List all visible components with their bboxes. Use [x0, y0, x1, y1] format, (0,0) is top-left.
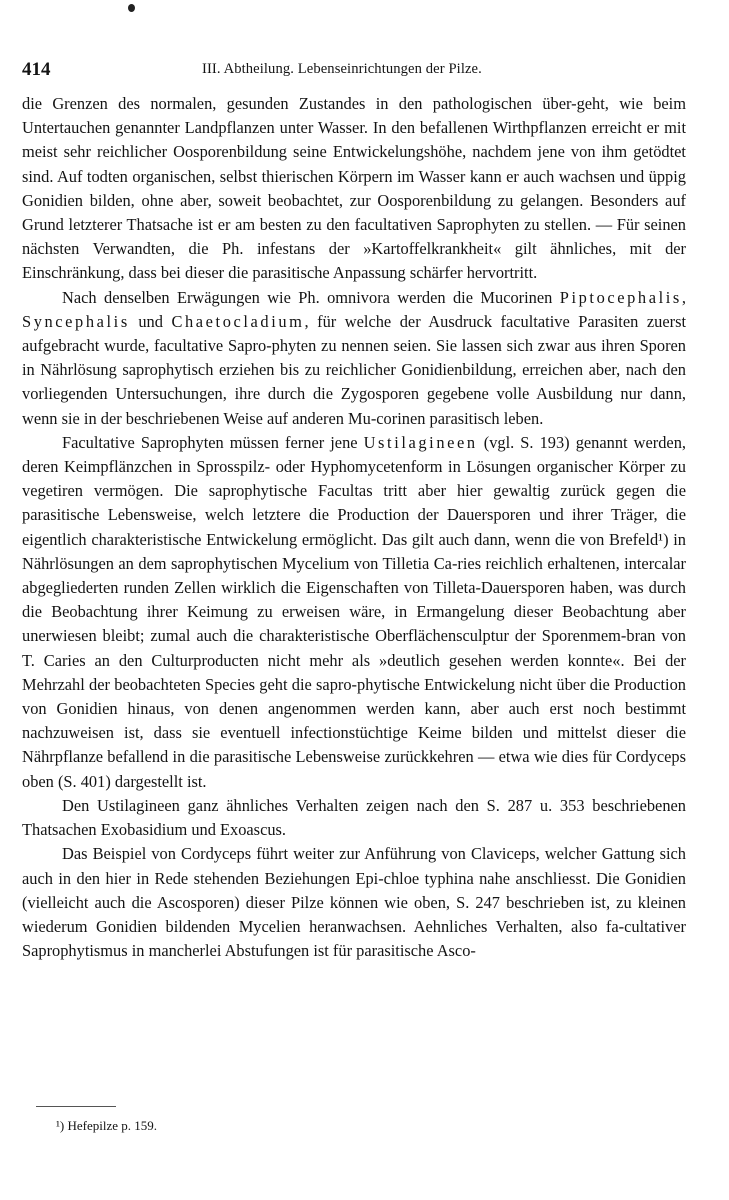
paragraph — [22, 794, 686, 842]
body-text — [22, 92, 686, 963]
page-number: 414 — [22, 59, 51, 80]
paragraph — [22, 286, 686, 431]
footnote-rule — [36, 1106, 116, 1107]
spaced-term: Syncephalis — [22, 311, 130, 331]
page-header — [22, 50, 706, 80]
paragraph — [22, 842, 686, 963]
text-segment: und — [129, 311, 172, 331]
paragraph — [22, 92, 686, 286]
text-segment: , — [681, 287, 686, 307]
ink-speck — [128, 4, 135, 12]
text-segment: , für welche der Ausdruck facultative Parasiten zuerst aufgebracht wurde, facultative Sapro-phyten zu nennen seien. Sie lassen sich zwar aus ihren Sporen in Nährlösung saprophytisch erziehen bis zu reichlicher Gonidienbildung, erreichen aber, nach den vorliegenden Untersuchungen, ihre durch die Zygosporen gegebene volle Ausbildung nur dann, wenn sie in der beschriebenen Weise auf anderen Mu-corinen parasitisch leben. — [22, 311, 686, 428]
text-segment: (vgl. S. 193) genannt werden, deren Keimpflänzchen in Sprosspilz- oder Hyphomycetenform in Lösungen organischer Körper zu vegetiren vermögen. Die saprophytische Facultas tritt aber hier gewaltig zurück gegen die parasitische Lebensweise, welch letztere die Production der Dauersporen und ihrer Träger, die eigentlich charakteristische Entwickelung ermöglicht. Das gilt auch dann, wenn die von Brefeld¹) in Nährlösungen an dem saprophytischen Mycelium von Tilletia Ca-ries reichlich erhaltenen, intercalar abgegliederten runden Zellen wirklich die Eigenschaften von Tilleta-Dauersporen haben, was durch die Beobachtung ihrer Keimung zu erweisen wäre, in Ermangelung dieser Beobachtung aber unerwiesen bleibt; zumal auch die charakteristische Oberflächensculptur der Sporenmem-bran von T. Caries an den Culturproducten nicht mehr als »deutlich gesehen werden konnte«. Bei der Mehrzahl der beobachteten Species geht die sapro-phytische Entwickelung nicht über die Production von Gonidien hinaus, von denen angenommen werden kann, aber auch erst noch bestimmt nachzuweisen ist, dass sie eventuell infectionstüchtige Keime bilden und mittelst dieser die Nährpflanze befallend in die parasitische Lebensweise zurückkehren — etwa wie dies für Cordyceps oben (S. 401) dargestellt ist. — [22, 432, 686, 791]
spaced-term: Piptocephalis — [559, 287, 682, 307]
text-segment: Den Ustilagineen ganz ähnliches Verhalten zeigen nach den S. 287 u. 353 beschriebenen Thatsachen Exobasidium und Exoascus. — [22, 795, 686, 840]
text-segment: Facultative Saprophyten müssen ferner jene — [62, 432, 364, 452]
spaced-term: Chaetocladium — [171, 311, 305, 331]
text-segment: Das Beispiel von Cordyceps führt weiter zur Anführung von Claviceps, welcher Gattung sich auch in den hier in Rede stehenden Beziehungen Epi-chloe typhina nahe anschliesst. Die Gonidien (vielleicht auch die Ascosporen) dieser Pilze können wie oben, S. 247 beschrieben ist, zu kleinen wiederum Gonidien bildenden Mycelien heranwachsen. Aehnliches Verhalten, also fa-cultativer Saprophytismus in mancherlei Abstufungen ist für parasitische Asco- — [22, 844, 686, 961]
text-segment: die Grenzen des normalen, gesunden Zustandes in den pathologischen über-geht, wie beim Untertauchen genannter Landpflanzen unter Wasser. In den befallenen Wirthpflanzen erreicht er mit meist sehr reichlicher Oosporenbildung seine Entwickelungshöhe, nachdem jene von ihm getödtet sind. Auf todten organischen, selbst thierischen Körpern im Wasser kann er auch wachsen und üppig Gonidien bilden, ohne aber, soweit beobachtet, zur Oosporenbildung zu gelangen. Besonders auf Grund letzterer Thatsache ist er am besten zu den facultativen Saprophyten zu stellen. — Für seinen nächsten Verwandten, die Ph. infestans der »Kartoffelkrankheit« gilt ähnliches, mit der Einschränkung, dass bei dieser die parasitische Anpassung schärfer hervortritt. — [22, 94, 686, 283]
footnote: ¹) Hefepilze p. 159. — [56, 1118, 157, 1133]
paragraph — [22, 431, 686, 794]
text-segment: Nach denselben Erwägungen wie Ph. omnivora werden die Mucorinen — [62, 287, 560, 307]
running-title: III. Abtheilung. Lebenseinrichtungen der Pilze. — [202, 61, 482, 77]
spaced-term: Ustilagineen — [363, 432, 478, 452]
